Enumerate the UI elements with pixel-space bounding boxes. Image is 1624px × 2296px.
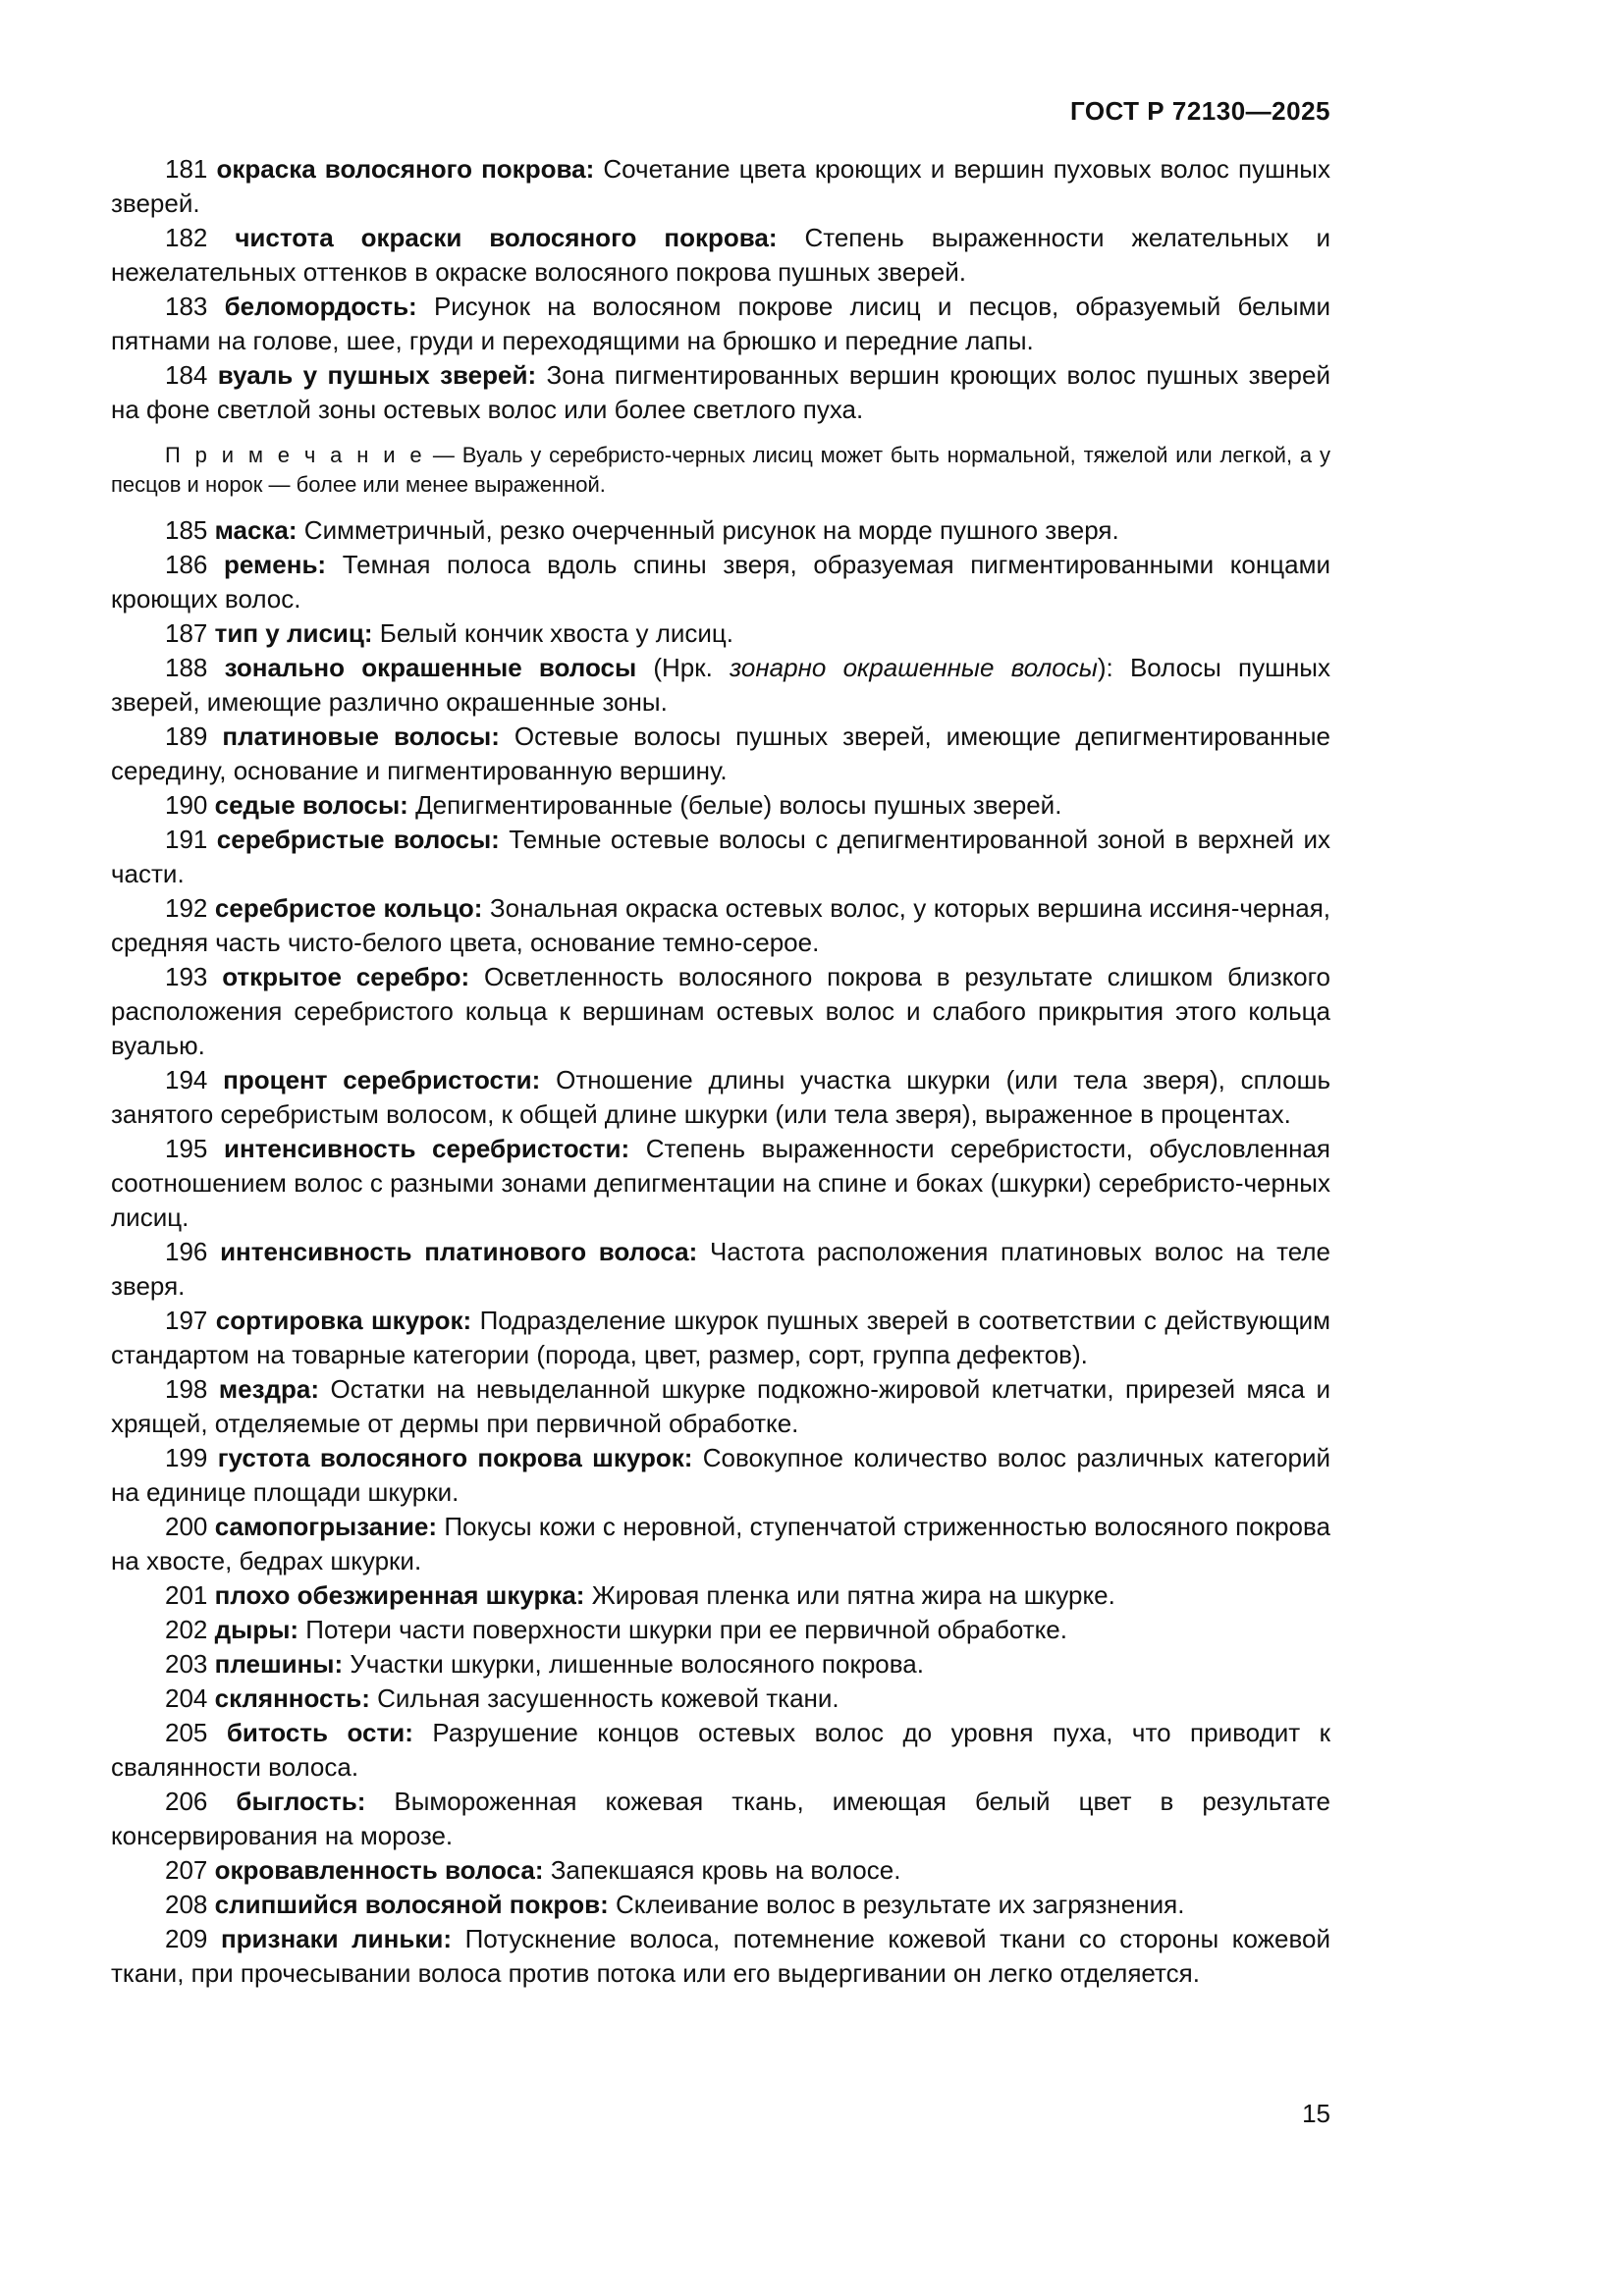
term-number: 204 — [165, 1683, 215, 1713]
term-definition: Отношение длины участка шкурки (или тела зверя), сплошь занятого серебристым волосом, к общей длине шкурки (или тела зверя), выраженное в процентах. — [111, 1065, 1331, 1129]
term-number: 194 — [165, 1065, 224, 1095]
term-definition: Волосы пушных зверей, имеющие различно окрашенные зоны. — [111, 653, 1330, 717]
term-number: 193 — [165, 962, 223, 991]
term-entry — [111, 960, 1330, 1063]
term-number: 181 — [165, 154, 217, 184]
term-number: 197 — [165, 1306, 216, 1335]
term-number: 200 — [165, 1512, 215, 1541]
term-definition: Разрушение концов остевых волос до уровня пуха, что приводит к свалянности волоса. — [111, 1718, 1330, 1782]
term-name: самопогрызание: — [214, 1512, 438, 1541]
term-definition: Темная полоса вдоль спины зверя, образуемая пигментированными концами кроющих волос. — [111, 550, 1330, 614]
term-name: чистота окраски волосяного покрова: — [235, 223, 778, 252]
term-definition: Темные остевые волосы с депигментированной зоной в верхней их части. — [111, 825, 1330, 888]
term-entry — [111, 616, 1330, 651]
term-number: 202 — [165, 1615, 215, 1644]
term-name: густота волосяного покрова шкурок: — [217, 1443, 693, 1472]
term-number: 203 — [165, 1649, 215, 1679]
term-definition: Зональная окраска остевых волос, у которых вершина иссиня-черная, средняя часть чисто-белого цвета, основание темно-серое. — [111, 893, 1330, 957]
term-number: 198 — [165, 1374, 219, 1404]
term-definition: Сильная засушенность кожевой ткани. — [377, 1683, 839, 1713]
term-name: интенсивность серебристости: — [224, 1134, 630, 1163]
term-name: окровавленность волоса: — [214, 1855, 544, 1885]
term-entry — [111, 1441, 1330, 1510]
term-entry — [111, 1132, 1330, 1235]
term-definition: Запекшаяся кровь на волосе. — [550, 1855, 901, 1885]
term-definition: Зона пигментированных вершин кроющих волос пушных зверей на фоне светлой зоны остевых волос или более светлого пуха. — [111, 360, 1330, 424]
term-entry — [111, 1682, 1330, 1716]
term-definition: Совокупное количество волос различных категорий на единице площади шкурки. — [111, 1443, 1330, 1507]
term-definition: Частота расположения платиновых волос на теле зверя. — [111, 1237, 1330, 1301]
term-number: 182 — [165, 223, 236, 252]
note-label: П р и м е ч а н и е — [165, 443, 426, 467]
term-definition: Симметричный, резко очерченный рисунок на морде пушного зверя. — [303, 515, 1119, 545]
term-name: интенсивность платинового волоса: — [220, 1237, 698, 1266]
term-entry — [111, 1785, 1330, 1853]
term-entry — [111, 1304, 1330, 1372]
term-number: 184 — [165, 360, 218, 390]
term-definition: Рисунок на волосяном покрове лисиц и песцов, образуемый белыми пятнами на голове, шее, груди и переходящими на брюшко и передние лапы. — [111, 292, 1330, 355]
term-name: зонально окрашенные волосы — [224, 653, 637, 682]
note-text: — Вуаль у серебристо-черных лисиц может быть нормальной, тяжелой или легкой, а у песцов и норок — более или менее выраженной. — [111, 443, 1330, 497]
term-entry — [111, 1888, 1330, 1922]
term-entry — [111, 290, 1330, 358]
term-definition: Депигментированные (белые) волосы пушных зверей. — [415, 790, 1062, 820]
term-name: сортировка шкурок: — [215, 1306, 472, 1335]
term-entry — [111, 1235, 1330, 1304]
terms-list — [111, 152, 1330, 1991]
term-entry — [111, 1372, 1330, 1441]
term-definition: Подразделение шкурок пушных зверей в соответствии с действующим стандартом на товарные категории (порода, цвет, размер, сорт, группа дефектов). — [111, 1306, 1331, 1369]
term-number: 185 — [165, 515, 215, 545]
term-entry — [111, 1647, 1330, 1682]
term-definition: Участки шкурки, лишенные волосяного покрова. — [350, 1649, 924, 1679]
term-definition: Белый кончик хвоста у лисиц. — [379, 618, 734, 648]
term-name: слипшийся волосяной покров: — [214, 1890, 609, 1919]
term-name: маска: — [214, 515, 298, 545]
term-entry — [111, 513, 1330, 548]
term-entry: 188 зонально окрашенные волосы (Нрк. зонарно окрашенные волосы): Волосы пушных зверей, имеющие различно окрашенные зоны. — [111, 653, 1330, 717]
term-number: 199 — [165, 1443, 218, 1472]
term-name: вуаль у пушных зверей: — [217, 360, 537, 390]
term-name: битость ости: — [226, 1718, 413, 1747]
term-definition: Жировая пленка или пятна жира на шкурке. — [591, 1580, 1115, 1610]
term-entry — [111, 1716, 1330, 1785]
term-name: окраска волосяного покрова: — [216, 154, 595, 184]
term-entry — [111, 1613, 1330, 1647]
term-entry — [111, 1510, 1330, 1578]
term-entry — [111, 1063, 1330, 1132]
term-definition: Степень выраженности серебристости, обусловленная соотношением волос с разными зонами депигментации на спине и боках (шкурки) серебристо-черных лисиц. — [111, 1134, 1330, 1232]
term-number: 207 — [165, 1855, 215, 1885]
term-name: склянность: — [214, 1683, 370, 1713]
term-number: 206 — [165, 1787, 237, 1816]
term-number: 190 — [165, 790, 215, 820]
term-name: признаки линьки: — [220, 1924, 453, 1953]
term-name: тип у лисиц: — [214, 618, 373, 648]
term-name: открытое серебро: — [222, 962, 470, 991]
term-entry — [111, 548, 1330, 616]
term-name: процент серебристости: — [223, 1065, 541, 1095]
term-name: платиновые волосы: — [222, 721, 500, 751]
term-number: 201 — [165, 1580, 215, 1610]
term-definition: Потери части поверхности шкурки при ее первичной обработке. — [305, 1615, 1067, 1644]
term-entry — [111, 152, 1330, 221]
page-number: 15 — [1302, 2099, 1330, 2128]
term-definition: Остевые волосы пушных зверей, имеющие депигментированные середину, основание и пигментированную вершину. — [111, 721, 1331, 785]
term-number: 192 — [165, 893, 215, 923]
term-entry — [111, 221, 1330, 290]
term-definition: Осветленность волосяного покрова в результате слишком близкого расположения серебристого кольца к вершинам остевых волос и слабого прикрытия этого кольца вуалью. — [111, 962, 1330, 1060]
term-number: 189 — [165, 721, 223, 751]
term-name: седые волосы: — [214, 790, 408, 820]
term-name: ремень: — [224, 550, 327, 579]
term-number: 187 — [165, 618, 215, 648]
term-number: 183 — [165, 292, 225, 321]
document-code-header: ГОСТ Р 72130—2025 — [1069, 96, 1330, 126]
term-number: 195 — [165, 1134, 224, 1163]
term-entry — [111, 823, 1330, 891]
term-name: плешины: — [214, 1649, 344, 1679]
term-definition: Остатки на невыделанной шкурке подкожно-жировой клетчатки, прирезей мяса и хрящей, отделяемые от дермы при первичной обработке. — [111, 1374, 1330, 1438]
term-definition: Степень выраженности желательных и нежелательных оттенков в окраске волосяного покрова пушных зверей. — [111, 223, 1330, 287]
term-entry — [111, 1578, 1330, 1613]
term-number: 188 — [165, 653, 225, 682]
term-number: 191 — [165, 825, 217, 854]
term-entry — [111, 720, 1330, 788]
page-content — [111, 96, 1330, 1991]
term-number: 205 — [165, 1718, 227, 1747]
term-name: дыры: — [214, 1615, 299, 1644]
term-definition: Сочетание цвета кроющих и вершин пуховых волос пушных зверей. — [111, 154, 1330, 218]
term-definition: Покусы кожи с неровной, ступенчатой стриженностью волосяного покрова на хвосте, бедрах шкурки. — [111, 1512, 1330, 1575]
term-name: плохо обезжиренная шкурка: — [214, 1580, 585, 1610]
term-name: беломордость: — [224, 292, 417, 321]
note-paragraph — [111, 441, 1330, 500]
term-number: 196 — [165, 1237, 221, 1266]
term-name: быглость: — [236, 1787, 366, 1816]
term-definition: Вымороженная кожевая ткань, имеющая белый цвет в результате консервирования на морозе. — [111, 1787, 1330, 1850]
term-deprecated-synonym: зонарно окрашенные волосы — [730, 653, 1098, 682]
term-definition: Склеивание волос в результате их загрязнения. — [616, 1890, 1185, 1919]
term-entry — [111, 788, 1330, 823]
term-entry — [111, 891, 1330, 960]
term-name: серебристое кольцо: — [214, 893, 483, 923]
term-entry — [111, 1853, 1330, 1888]
term-entry — [111, 358, 1330, 427]
term-number: 208 — [165, 1890, 215, 1919]
term-number: 186 — [165, 550, 225, 579]
term-entry — [111, 1922, 1330, 1991]
term-number: 209 — [165, 1924, 221, 1953]
term-name: серебристые волосы: — [216, 825, 500, 854]
term-definition: Потускнение волоса, потемнение кожевой ткани со стороны кожевой ткани, при прочесывании волоса против потока или его выдергивании он легко отделяется. — [111, 1924, 1330, 1988]
term-name: мездра: — [218, 1374, 319, 1404]
